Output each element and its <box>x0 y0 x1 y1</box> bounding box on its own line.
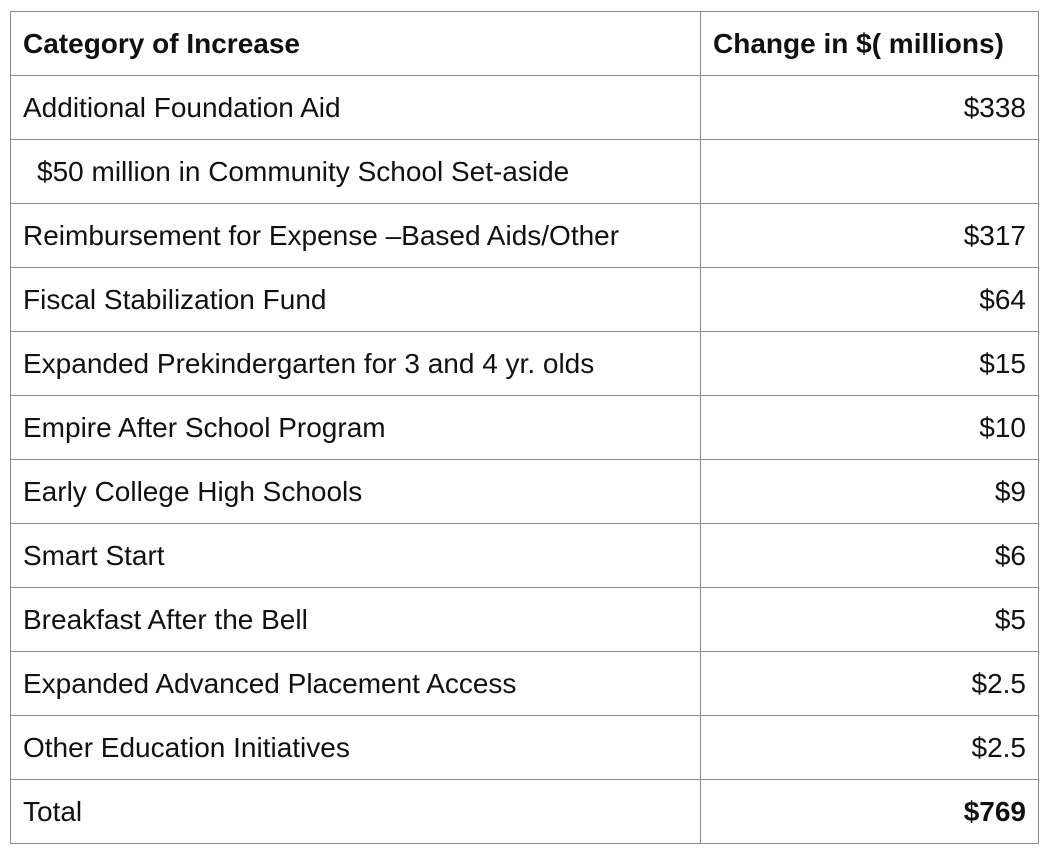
row-change: $2.5 <box>701 652 1039 716</box>
table-row <box>11 76 1039 140</box>
row-change: $9 <box>701 460 1039 524</box>
row-category-subitem: $50 million in Community School Set-aside <box>11 140 701 204</box>
row-category: Expanded Advanced Placement Access <box>11 652 701 716</box>
row-change: $6 <box>701 524 1039 588</box>
table-row <box>11 716 1039 780</box>
table-row <box>11 268 1039 332</box>
table-row <box>11 524 1039 588</box>
row-change <box>701 140 1039 204</box>
header-change: Change in $( millions) <box>701 12 1039 76</box>
row-change: $338 <box>701 76 1039 140</box>
row-category: Smart Start <box>11 524 701 588</box>
row-category: Fiscal Stabilization Fund <box>11 268 701 332</box>
row-category: Early College High Schools <box>11 460 701 524</box>
row-category: Breakfast After the Bell <box>11 588 701 652</box>
budget-increase-table-container <box>10 11 1038 844</box>
table-row <box>11 332 1039 396</box>
table-row <box>11 140 1039 204</box>
row-category: Additional Foundation Aid <box>11 76 701 140</box>
table-row <box>11 204 1039 268</box>
row-change: $2.5 <box>701 716 1039 780</box>
row-change: $15 <box>701 332 1039 396</box>
table-row <box>11 460 1039 524</box>
row-change: $10 <box>701 396 1039 460</box>
total-row <box>11 780 1039 844</box>
table-row <box>11 652 1039 716</box>
header-category: Category of Increase <box>11 12 701 76</box>
row-category: Other Education Initiatives <box>11 716 701 780</box>
total-label: Total <box>11 780 701 844</box>
table-header-row <box>11 12 1039 76</box>
row-category: Empire After School Program <box>11 396 701 460</box>
row-change: $5 <box>701 588 1039 652</box>
budget-increase-table <box>10 11 1039 844</box>
table-row <box>11 588 1039 652</box>
row-change: $64 <box>701 268 1039 332</box>
row-category: Reimbursement for Expense –Based Aids/Other <box>11 204 701 268</box>
total-value: $769 <box>701 780 1039 844</box>
table-row <box>11 396 1039 460</box>
row-change: $317 <box>701 204 1039 268</box>
row-category: Expanded Prekindergarten for 3 and 4 yr. olds <box>11 332 701 396</box>
